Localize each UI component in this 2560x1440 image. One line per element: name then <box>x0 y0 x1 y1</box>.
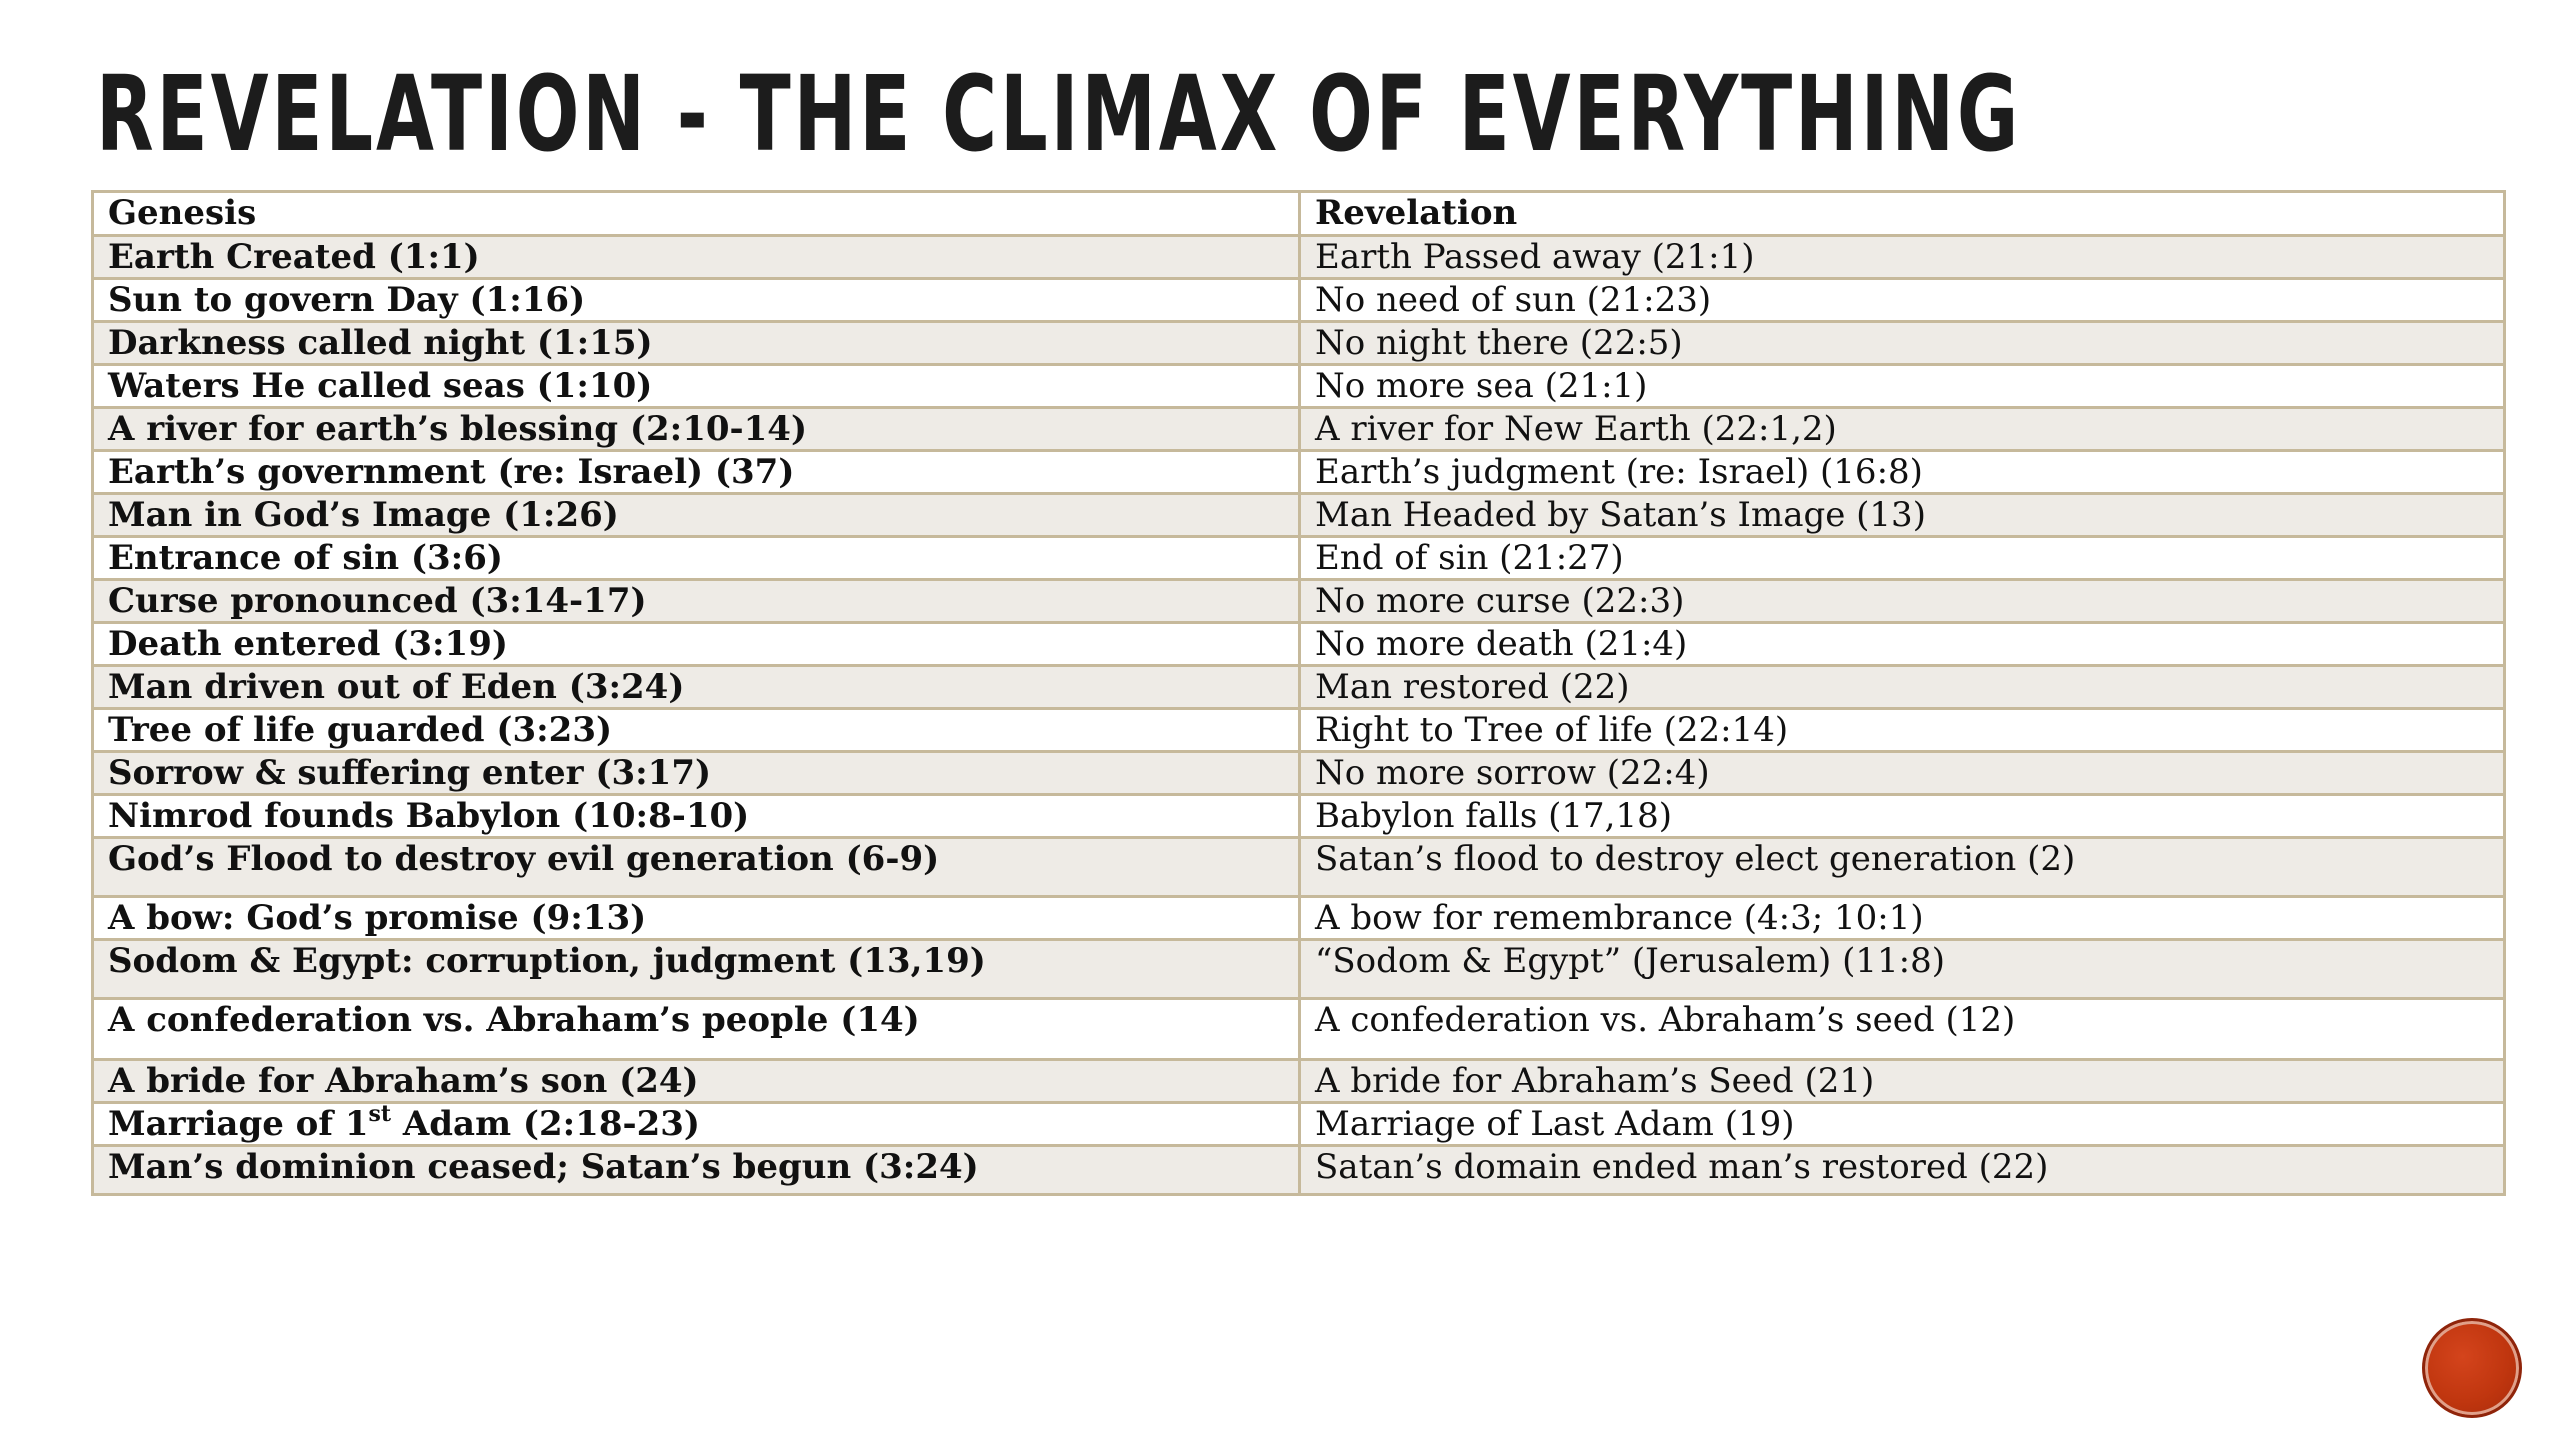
table-row <box>93 1103 2505 1146</box>
table-row <box>93 279 2505 322</box>
genesis-cell: Sorrow & suffering enter (3:17) <box>93 752 1300 795</box>
genesis-cell: Man driven out of Eden (3:24) <box>93 666 1300 709</box>
revelation-cell: No night there (22:5) <box>1300 322 2505 365</box>
genesis-cell: Sodom & Egypt: corruption, judgment (13,19) <box>93 940 1300 999</box>
revelation-cell: No more sea (21:1) <box>1300 365 2505 408</box>
genesis-cell: Darkness called night (1:15) <box>93 322 1300 365</box>
header-revelation: Revelation <box>1300 192 2505 236</box>
table-row <box>93 537 2505 580</box>
table-row <box>93 999 2505 1060</box>
revelation-cell: A bride for Abraham’s Seed (21) <box>1300 1060 2505 1103</box>
table-header-row <box>93 192 2505 236</box>
revelation-cell: No more sorrow (22:4) <box>1300 752 2505 795</box>
table-row <box>93 451 2505 494</box>
table-row <box>93 709 2505 752</box>
table-row <box>93 408 2505 451</box>
genesis-cell: A bow: God’s promise (9:13) <box>93 897 1300 940</box>
genesis-cell: Earth’s government (re: Israel) (37) <box>93 451 1300 494</box>
genesis-cell-prefix: Marriage of 1 <box>108 1104 369 1144</box>
table-row <box>93 623 2505 666</box>
revelation-cell: Satan’s flood to destroy elect generation (2) <box>1300 838 2505 897</box>
table-row <box>93 795 2505 838</box>
genesis-cell: Man’s dominion ceased; Satan’s begun (3:24) <box>93 1146 1300 1195</box>
revelation-cell: End of sin (21:27) <box>1300 537 2505 580</box>
table-row <box>93 752 2505 795</box>
table-row <box>93 1146 2505 1195</box>
header-genesis: Genesis <box>93 192 1300 236</box>
genesis-cell: Waters He called seas (1:10) <box>93 365 1300 408</box>
genesis-cell-suffix: Adam (2:18-23) <box>391 1104 701 1144</box>
revelation-cell: Satan’s domain ended man’s restored (22) <box>1300 1146 2505 1195</box>
revelation-cell: A river for New Earth (22:1,2) <box>1300 408 2505 451</box>
comparison-table-container <box>91 190 2503 1196</box>
genesis-cell: God’s Flood to destroy evil generation (6-9) <box>93 838 1300 897</box>
genesis-cell: Sun to govern Day (1:16) <box>93 279 1300 322</box>
genesis-cell: Man in God’s Image (1:26) <box>93 494 1300 537</box>
table-row <box>93 365 2505 408</box>
slide-title: REVELATION - THE CLIMAX OF EVERYTHING <box>96 53 2022 175</box>
table-row <box>93 838 2505 897</box>
table-row <box>93 666 2505 709</box>
table-row <box>93 580 2505 623</box>
table-row <box>93 236 2505 279</box>
genesis-cell: A bride for Abraham’s son (24) <box>93 1060 1300 1103</box>
genesis-cell <box>93 1103 1300 1146</box>
ordinal-suffix: st <box>368 1102 392 1127</box>
revelation-cell: No need of sun (21:23) <box>1300 279 2505 322</box>
slide-nav-button[interactable] <box>2422 1318 2522 1418</box>
genesis-cell: A confederation vs. Abraham’s people (14) <box>93 999 1300 1060</box>
table-row <box>93 322 2505 365</box>
genesis-cell: Earth Created (1:1) <box>93 236 1300 279</box>
genesis-cell: Death entered (3:19) <box>93 623 1300 666</box>
revelation-cell: No more death (21:4) <box>1300 623 2505 666</box>
table-row <box>93 1060 2505 1103</box>
table-row <box>93 897 2505 940</box>
revelation-cell: A bow for remembrance (4:3; 10:1) <box>1300 897 2505 940</box>
revelation-cell: No more curse (22:3) <box>1300 580 2505 623</box>
genesis-cell: Tree of life guarded (3:23) <box>93 709 1300 752</box>
table-row <box>93 940 2505 999</box>
comparison-table <box>91 190 2506 1196</box>
revelation-cell: Right to Tree of life (22:14) <box>1300 709 2505 752</box>
table-row <box>93 494 2505 537</box>
genesis-cell: Nimrod founds Babylon (10:8-10) <box>93 795 1300 838</box>
revelation-cell: Marriage of Last Adam (19) <box>1300 1103 2505 1146</box>
genesis-cell: A river for earth’s blessing (2:10-14) <box>93 408 1300 451</box>
revelation-cell: Man Headed by Satan’s Image (13) <box>1300 494 2505 537</box>
revelation-cell: “Sodom & Egypt” (Jerusalem) (11:8) <box>1300 940 2505 999</box>
revelation-cell: A confederation vs. Abraham’s seed (12) <box>1300 999 2505 1060</box>
revelation-cell: Earth Passed away (21:1) <box>1300 236 2505 279</box>
revelation-cell: Man restored (22) <box>1300 666 2505 709</box>
revelation-cell: Babylon falls (17,18) <box>1300 795 2505 838</box>
genesis-cell: Entrance of sin (3:6) <box>93 537 1300 580</box>
genesis-cell: Curse pronounced (3:14-17) <box>93 580 1300 623</box>
revelation-cell: Earth’s judgment (re: Israel) (16:8) <box>1300 451 2505 494</box>
